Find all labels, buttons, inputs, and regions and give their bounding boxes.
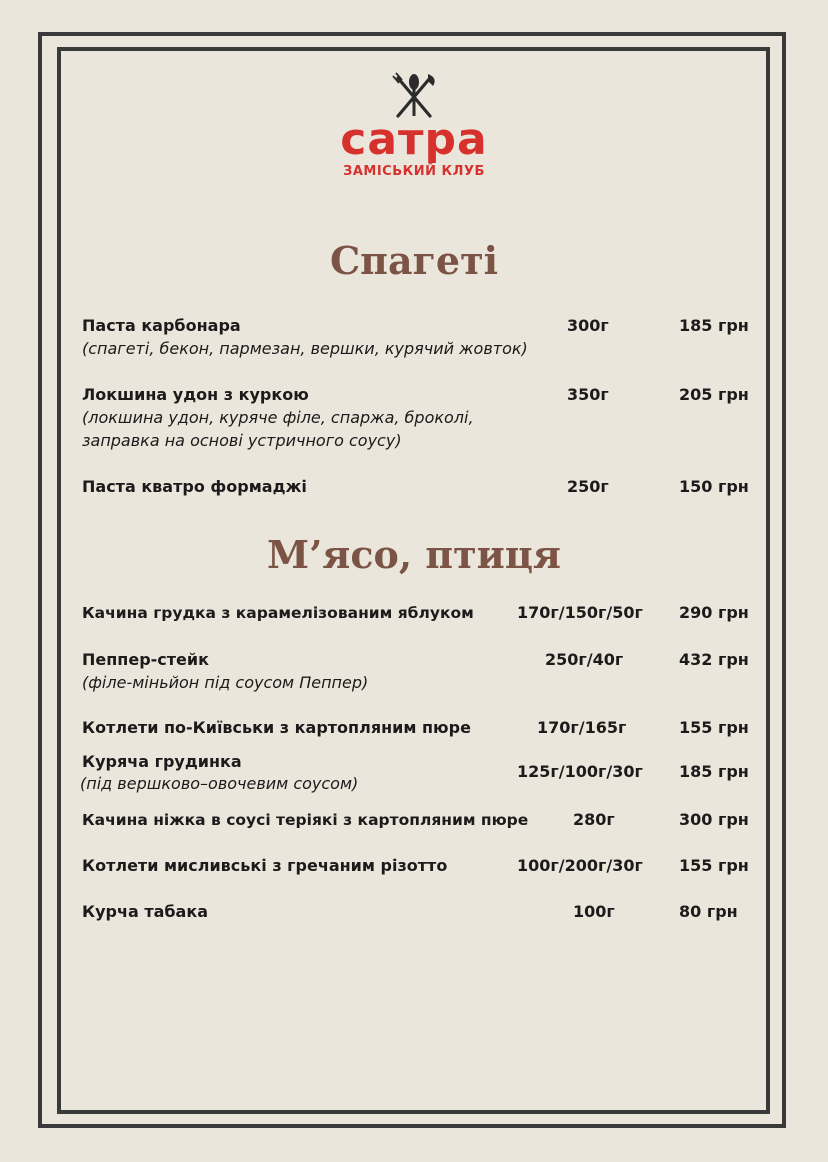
menu-item-name: Качина грудка з карамелізованим яблуком [82, 604, 474, 622]
menu-item-name: Паста кватро формаджі [82, 477, 307, 496]
menu-item-weight: 250г/40г [545, 650, 624, 669]
menu-item-weight: 300г [567, 316, 609, 335]
logo-wordmark: сатра [340, 114, 488, 165]
menu-item-weight: 170г/165г [537, 718, 627, 737]
menu-item-weight: 350г [567, 385, 609, 404]
menu-item-name: Паста карбонара [82, 316, 241, 335]
menu-item-price: 185 грн [679, 762, 749, 781]
logo [0, 70, 828, 179]
menu-item-weight: 250г [567, 477, 609, 496]
menu-item-price: 205 грн [679, 385, 749, 404]
menu-item-name: Качина ніжка в соусі теріякі з картопляним пюре [82, 811, 529, 829]
menu-item-weight: 100г/200г/30г [517, 856, 643, 875]
section-title-spaghetti: Спагеті [329, 238, 499, 283]
menu-item-weight: 100г [573, 902, 615, 921]
section-title-meat-poultry: М’ясо, птиця [267, 532, 561, 577]
menu-item-name: Курча табака [82, 902, 209, 921]
menu-item-name: Куряча грудинка [82, 752, 242, 771]
menu-item-description: (філе-міньйон під соусом Пеппер) [82, 673, 369, 692]
menu-item-weight: 280г [573, 810, 615, 829]
menu-item-description: (спагеті, бекон, пармезан, вершки, курячий жовток) [82, 339, 528, 358]
menu-item-price: 150 грн [679, 477, 749, 496]
menu-item-name: Котлети мисливські з гречаним різотто [82, 856, 448, 875]
menu-item-price: 290 грн [679, 603, 749, 622]
logo-subtitle: ЗАМІСЬКИЙ КЛУБ [343, 164, 485, 179]
menu-item-name: Локшина удон з куркою [82, 385, 309, 404]
menu-item-weight: 170г/150г/50г [517, 603, 643, 622]
menu-item-price: 155 грн [679, 718, 749, 737]
menu-item-price: 155 грн [679, 856, 749, 875]
menu-item-name: Котлети по-Київськи з картопляним пюре [82, 718, 471, 737]
menu-item-name: Пеппер-стейк [82, 650, 209, 669]
menu-item-description: (під вершково–овочевим соусом) [80, 774, 359, 793]
menu-item-price: 185 грн [679, 316, 749, 335]
menu-item-weight: 125г/100г/30г [517, 762, 643, 781]
menu-item-description: заправка на основі устричного соусу) [82, 431, 402, 450]
menu-item-description: (локшина удон, куряче філе, спаржа, броколі, [82, 408, 474, 427]
menu-item-price: 80 грн [679, 902, 738, 921]
menu-item-price: 432 грн [679, 650, 749, 669]
menu-item-price: 300 грн [679, 810, 749, 829]
inner-frame [57, 47, 770, 1114]
